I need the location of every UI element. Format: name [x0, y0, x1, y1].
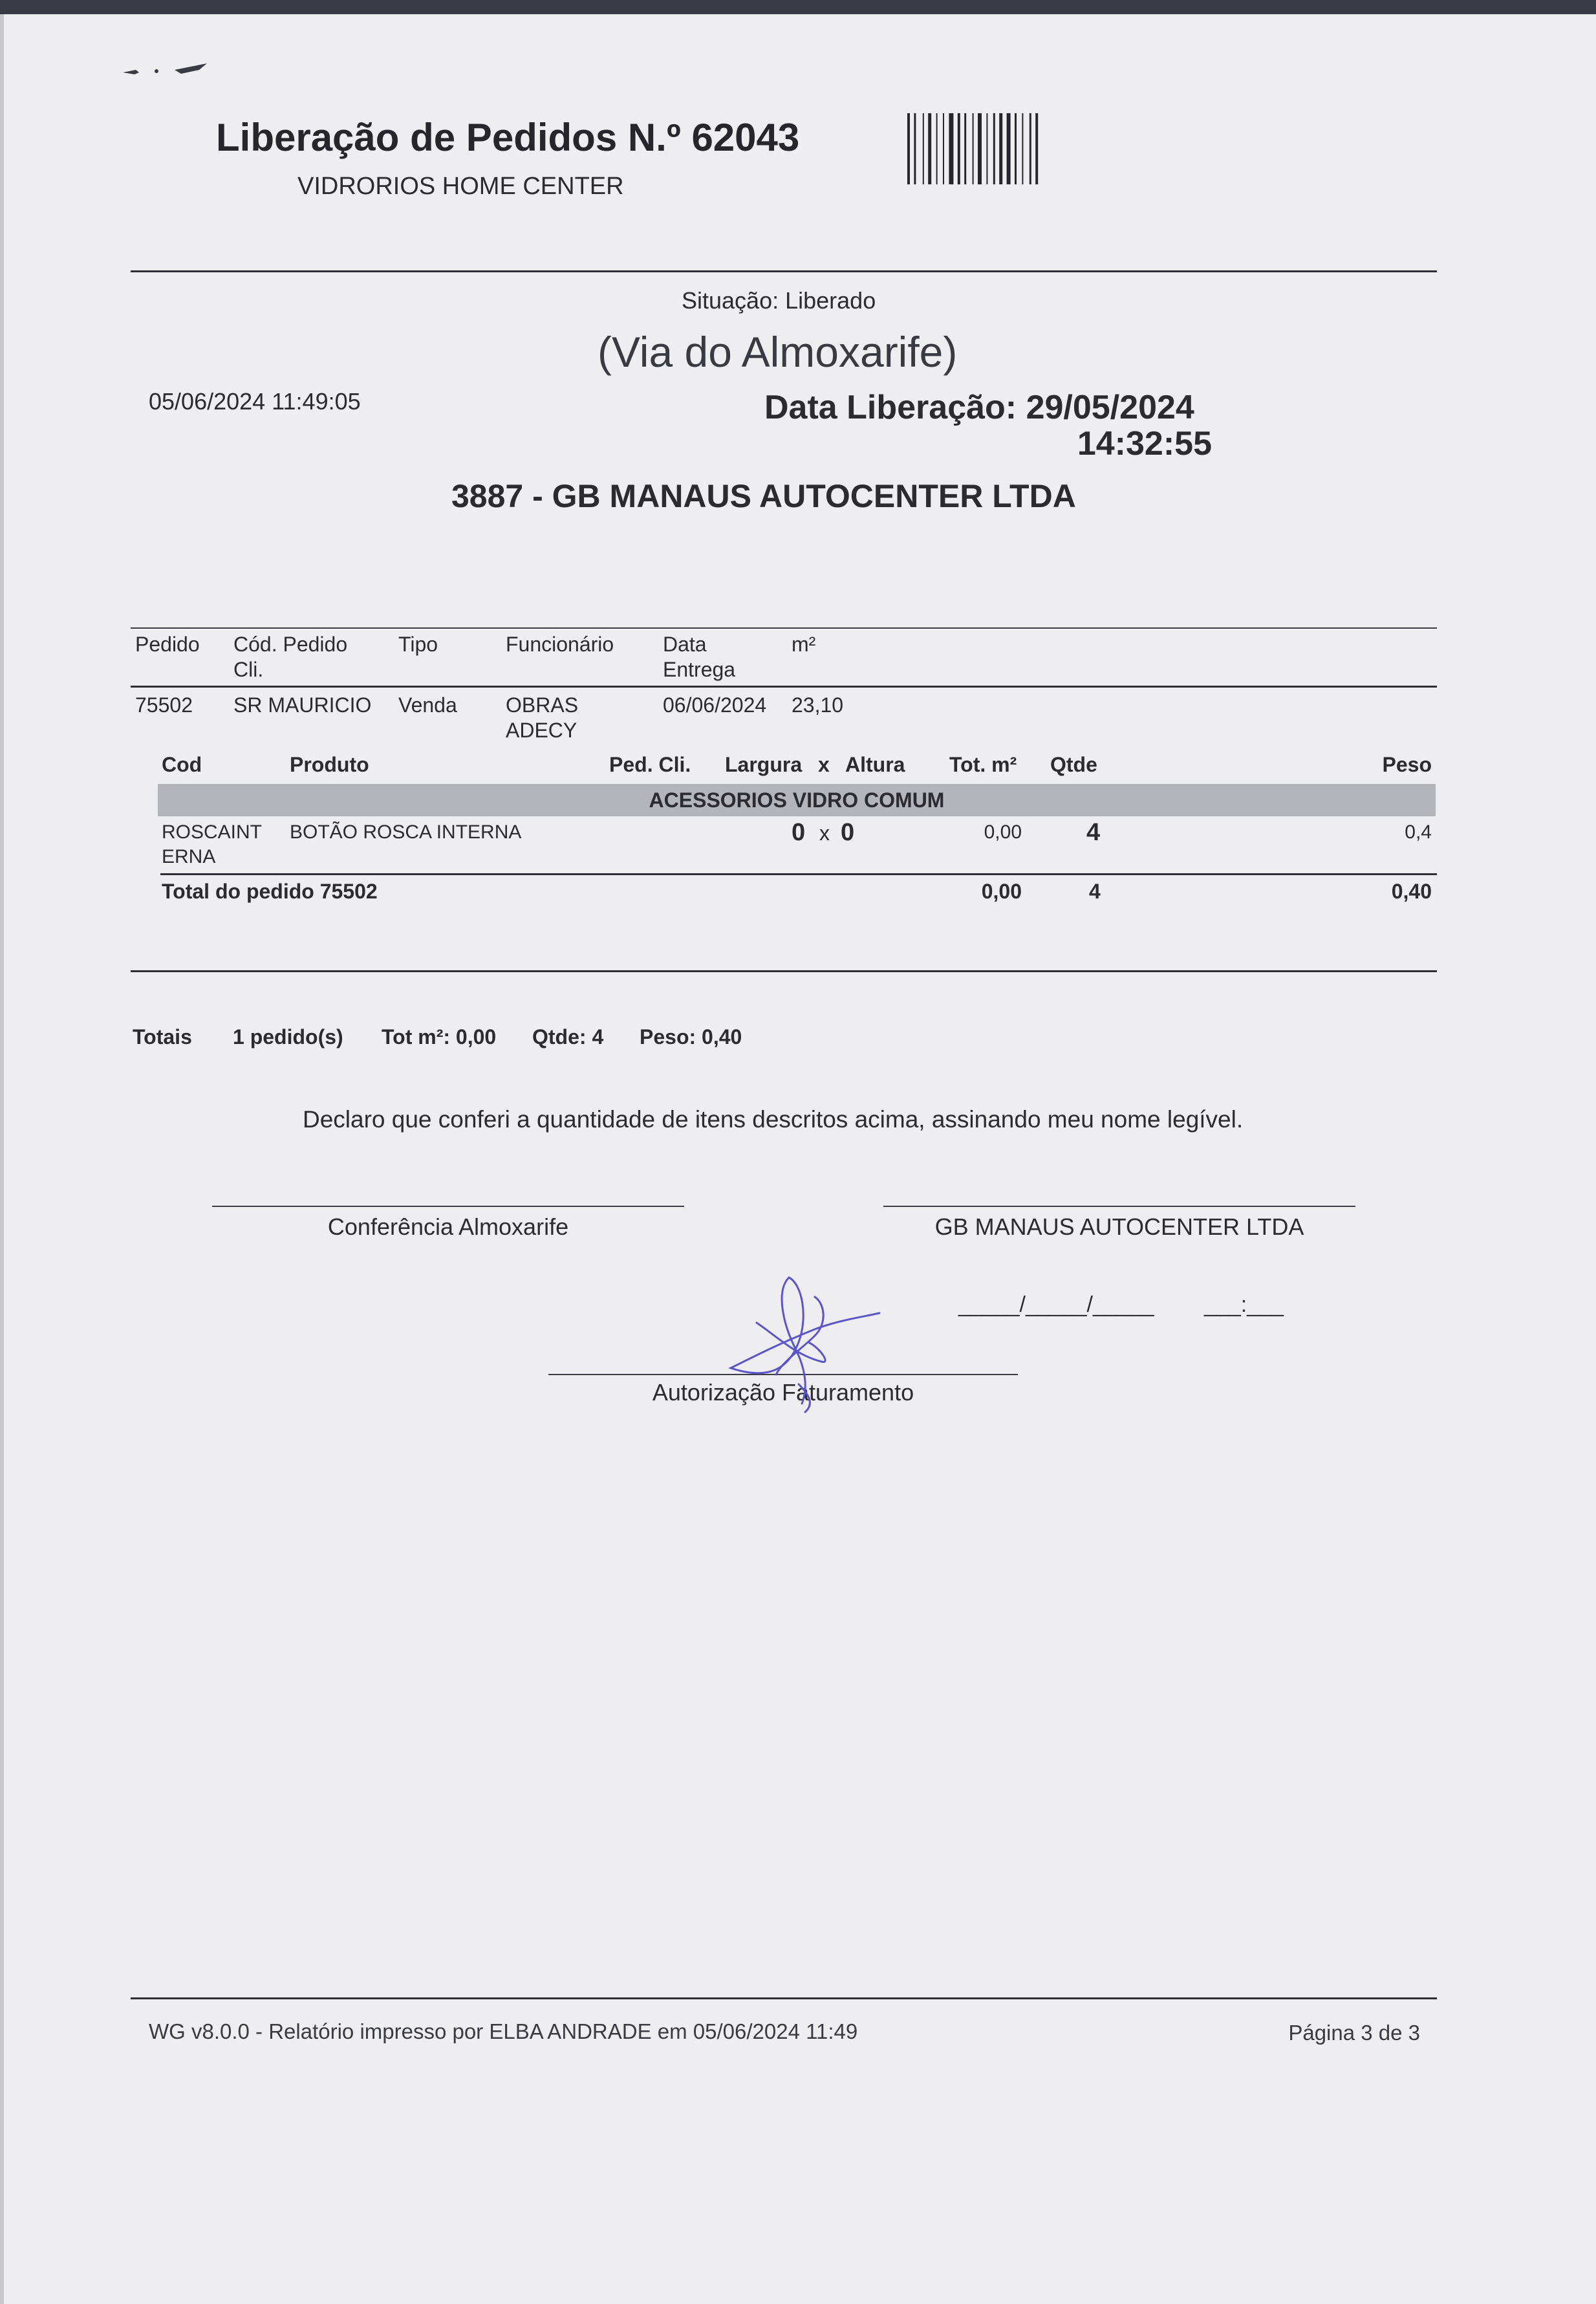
- col-header-funcionario: Funcionário: [506, 633, 614, 656]
- release-date: Data Liberação: 29/05/2024: [764, 389, 1194, 426]
- footer-page: Página 3 de 3: [1288, 2021, 1420, 2045]
- item-header-qtde: Qtde: [1050, 753, 1097, 776]
- handwritten-signature: [718, 1265, 899, 1413]
- document-title: Liberação de Pedidos N.º 62043: [216, 116, 800, 159]
- declaration-text: Declaro que conferi a quantidade de itens descritos acima, assinando meu nome legível.: [303, 1106, 1244, 1133]
- signature-line-left: [212, 1206, 684, 1207]
- item-header-peso: Peso: [1382, 753, 1432, 776]
- order-data-entrega: 06/06/2024: [663, 693, 767, 717]
- total-rule: [160, 873, 1437, 875]
- scan-top-edge: [0, 0, 1596, 14]
- order-cod-pedido: SR MAURICIO: [233, 693, 372, 717]
- order-funcionario-2: ADECY: [506, 719, 577, 742]
- order-tipo: Venda: [398, 693, 457, 717]
- signature-label-right: GB MANAUS AUTOCENTER LTDA: [934, 1213, 1304, 1240]
- signature-line-right: [883, 1206, 1355, 1207]
- item-altura: 0: [841, 819, 855, 846]
- release-time: 14:32:55: [1077, 425, 1212, 462]
- item-x: x: [819, 821, 830, 845]
- item-qtde: 4: [1086, 819, 1101, 846]
- totals-pedidos: 1 pedido(s): [233, 1025, 343, 1049]
- item-produto: BOTÃO ROSCA INTERNA: [290, 821, 522, 843]
- scan-left-edge: [0, 14, 4, 2304]
- order-table-header-rule: [131, 686, 1437, 688]
- col-header-data: Data: [663, 633, 707, 656]
- item-header-tot-m2: Tot. m²: [949, 753, 1017, 776]
- totals-label: Totais: [133, 1025, 192, 1049]
- footer-printed-by: WG v8.0.0 - Relatório impresso por ELBA ANDRADE em 05/06/2024 11:49: [149, 2019, 858, 2043]
- col-header-pedido: Pedido: [135, 633, 200, 656]
- item-cod: ROSCAINT: [162, 821, 263, 843]
- item-header-cod: Cod: [162, 753, 202, 776]
- company-name: VIDRORIOS HOME CENTER: [297, 173, 624, 200]
- col-header-m2: m²: [792, 633, 816, 656]
- item-header-largura: Largura: [725, 753, 803, 776]
- col-header-cod-pedido-2: Cli.: [233, 658, 264, 681]
- item-cod-2: ERNA: [162, 846, 216, 867]
- item-header-x: x: [818, 753, 830, 776]
- order-pedido: 75502: [135, 693, 193, 717]
- totals-qtde: Qtde: 4: [532, 1025, 604, 1049]
- item-header-altura: Altura: [845, 753, 905, 776]
- order-funcionario: OBRAS: [506, 693, 579, 717]
- footer-divider: [131, 1997, 1437, 1999]
- order-m2: 23,10: [792, 693, 844, 717]
- barcode-icon: [907, 113, 1136, 184]
- totals-tot-m2: Tot m²: 0,00: [382, 1025, 497, 1049]
- copy-label: (Via do Almoxarife): [598, 328, 958, 376]
- total-label: Total do pedido 75502: [162, 880, 378, 903]
- item-tot-m2: 0,00: [984, 821, 1022, 843]
- item-header-produto: Produto: [290, 753, 369, 776]
- item-group-label: ACESSORIOS VIDRO COMUM: [649, 788, 945, 812]
- item-header-ped-cli: Ped. Cli.: [609, 753, 691, 776]
- totals-peso: Peso: 0,40: [640, 1025, 742, 1049]
- authorization-label: Autorização Faturamento: [652, 1379, 914, 1406]
- col-header-data-2: Entrega: [663, 658, 736, 681]
- situation-label: Situação: Liberado: [682, 287, 876, 314]
- col-header-tipo: Tipo: [398, 633, 438, 656]
- totals-divider: [131, 970, 1437, 972]
- scan-blot-icon: [116, 58, 220, 78]
- header-divider: [131, 270, 1437, 272]
- item-largura: 0: [792, 819, 806, 846]
- time-placeholder: ___:___: [1204, 1292, 1284, 1317]
- printed-timestamp: 05/06/2024 11:49:05: [149, 388, 361, 415]
- order-table-top-rule: [131, 627, 1437, 629]
- client-name: 3887 - GB MANAUS AUTOCENTER LTDA: [451, 478, 1076, 514]
- total-qtde: 4: [1089, 880, 1101, 903]
- item-peso: 0,4: [1405, 821, 1432, 843]
- date-placeholder: _____/_____/_____: [958, 1292, 1154, 1317]
- total-peso: 0,40: [1391, 880, 1432, 903]
- signature-label-left: Conferência Almoxarife: [327, 1213, 569, 1240]
- col-header-cod-pedido: Cód. Pedido: [233, 633, 348, 656]
- total-tot-m2: 0,00: [981, 880, 1022, 903]
